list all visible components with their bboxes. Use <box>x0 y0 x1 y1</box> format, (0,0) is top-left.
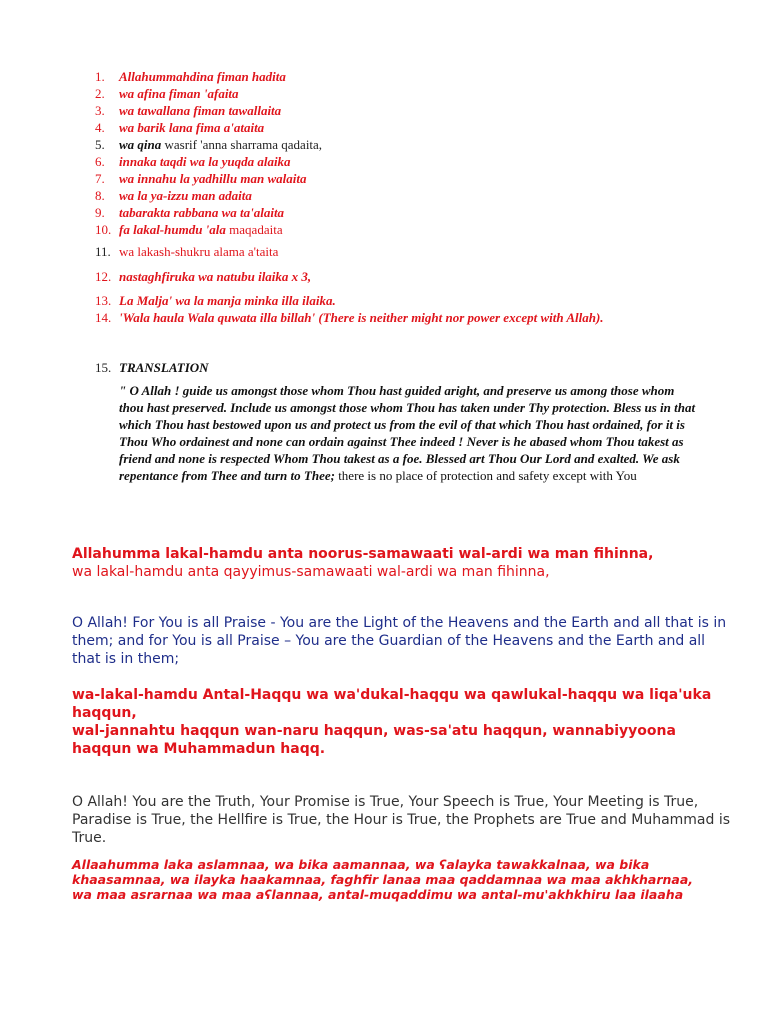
list-item-text <box>119 310 604 325</box>
list-item-text-part: wa la ya-izzu man adaita <box>119 188 252 203</box>
list-item <box>92 68 679 85</box>
list-item <box>92 102 679 119</box>
list-item-text <box>119 222 283 237</box>
list-item <box>92 243 679 260</box>
list-item-text <box>119 103 281 118</box>
list-item-text <box>119 244 278 259</box>
list-item-number: 3. <box>95 103 105 118</box>
praise-line-2: wa lakal-hamdu anta qayyimus-samawaati wal-ardi wa man fihinna, <box>72 564 550 580</box>
english-truth-section <box>72 793 732 847</box>
list-item-text <box>119 154 291 169</box>
translation-paragraph <box>119 382 699 484</box>
list-item-number: 4. <box>95 120 105 135</box>
english-praise-section <box>72 614 732 668</box>
submission-line-3: wa maa asrarnaa wa maa aʕlannaa, antal-muqaddimu wa antal-mu'akhkhiru laa ilaaha <box>72 887 684 902</box>
list-item-text-part: wasrif 'anna sharrama qadaita, <box>164 137 323 152</box>
list-item-text-part: wa qina <box>119 137 165 152</box>
list-item-number: 12. <box>95 269 112 284</box>
list-item-number: 10. <box>95 222 112 237</box>
list-item-number: 2. <box>95 86 105 101</box>
truth-line-3: haqqun wa Muhammadun haqq. <box>72 741 326 757</box>
list-item <box>92 136 679 153</box>
list-item-text <box>119 205 284 220</box>
truth-line-1: wa-lakal-hamdu Antal-Haqqu wa wa'dukal-haqqu wa qawlukal-haqqu wa liqa'uka haqqun, <box>72 687 712 721</box>
list-item-text <box>119 188 252 203</box>
list-item-number: 9. <box>95 205 105 220</box>
list-item-number: 5. <box>95 137 105 152</box>
list-item-text <box>119 269 311 284</box>
list-item-text-part: wa tawallana fiman tawallaita <box>119 103 282 118</box>
submission-line-2: khaasamnaa, wa ilayka haakamnaa, faghfir lanaa maa qaddamnaa wa maa akhkharnaa, <box>72 872 694 887</box>
list-item-text <box>119 293 336 308</box>
list-item <box>92 268 679 285</box>
praise-line-1: Allahumma lakal-hamdu anta noorus-samawaati wal-ardi wa man fihinna, <box>72 546 654 562</box>
list-item-text-part: wa innahu la yadhillu man walaita <box>119 171 307 186</box>
list-item-text-part: 'Wala haula Wala quwata illa billah' (There is neither might nor power except with Allah). <box>119 310 604 325</box>
list-item-text <box>119 69 286 84</box>
list-item <box>92 187 679 204</box>
list-item-text <box>119 171 306 186</box>
list-item-number: 15. <box>95 360 112 375</box>
list-item-text-part: wa afina fiman 'afaita <box>119 86 239 101</box>
list-item-text-part: nastaghfiruka wa natubu ilaika x 3, <box>119 269 312 284</box>
list-item-text-part: fa lakal-humdu 'ala <box>119 222 230 237</box>
list-item <box>92 153 679 170</box>
list-item-text-part: innaka taqdi wa la yuqda alaika <box>119 154 291 169</box>
list-item <box>92 292 679 309</box>
list-item-text <box>119 137 322 152</box>
translation-plain-text: there is no place of protection and safety except with You <box>334 468 637 483</box>
arabic-submission-section <box>72 857 732 902</box>
list-item <box>92 119 679 136</box>
list-item <box>92 85 679 102</box>
translation-bold-text: " O Allah ! guide us amongst those whom Thou hast guided aright, and preserve us among those whom thou hast preserved. Include us amongst those whom Thou has taken under Thy protection. Bless us in that which Thou hast bestowed upon us and protect us from the evil of that which Thou hast ordained, for it is Thou Who ordainest and none can ordain against Thee indeed ! Never is he abased whom Thou takest as friend and none is respected Whom Thou takest as a foe. Blessed art Thou Our Lord and exalted. We ask repentance from Thee and turn to Thee; <box>119 383 696 483</box>
list-item <box>92 309 679 326</box>
praise-translation: O Allah! For You is all Praise - You are the Light of the Heavens and the Earth and all that is in them; and for You is all Praise – You are the Guardian of the Heavens and the Earth and all that is in them; <box>72 615 727 667</box>
truth-line-2: wal-jannahtu haqqun wan-naru haqqun, was-sa'atu haqqun, wannabiyyoona <box>72 723 676 739</box>
list-item-text <box>119 86 239 101</box>
list-item-text-part: La Malja' wa la manja minka illa ilaika. <box>119 293 336 308</box>
list-item-text <box>119 120 264 135</box>
list-item-text-part: maqadaita <box>229 222 283 237</box>
list-item-text-part: wa barik lana fima a'ataita <box>119 120 265 135</box>
list-item-text-part: wa lakash-shukru alama a'taita <box>119 244 279 259</box>
list-item-number: 7. <box>95 171 105 186</box>
list-item <box>92 204 679 221</box>
list-item-text-part: TRANSLATION <box>119 360 209 375</box>
list-item-text <box>119 360 209 375</box>
list-item-number: 8. <box>95 188 105 203</box>
list-item <box>92 221 679 238</box>
list-item <box>92 170 679 187</box>
truth-translation: O Allah! You are the Truth, Your Promise is True, Your Speech is True, Your Meeting is True, Paradise is True, the Hellfire is True, the Hour is True, the Prophets are True and Muhammad is True. <box>72 794 731 846</box>
list-item-text-part: Allahummahdina fiman hadita <box>119 69 286 84</box>
list-item-number: 14. <box>95 310 112 325</box>
list-item-number: 1. <box>95 69 105 84</box>
list-item <box>92 359 679 376</box>
submission-line-1: Allaahumma laka aslamnaa, wa bika aamannaa, wa ʕalayka tawakkalnaa, wa bika <box>72 857 650 872</box>
arabic-truth-section <box>72 686 732 758</box>
list-item-number: 13. <box>95 293 112 308</box>
list-item-number: 6. <box>95 154 105 169</box>
list-item-text-part: tabarakta rabbana wa ta'alaita <box>119 205 285 220</box>
arabic-praise-section <box>72 545 732 581</box>
list-item-number: 11. <box>95 244 111 259</box>
